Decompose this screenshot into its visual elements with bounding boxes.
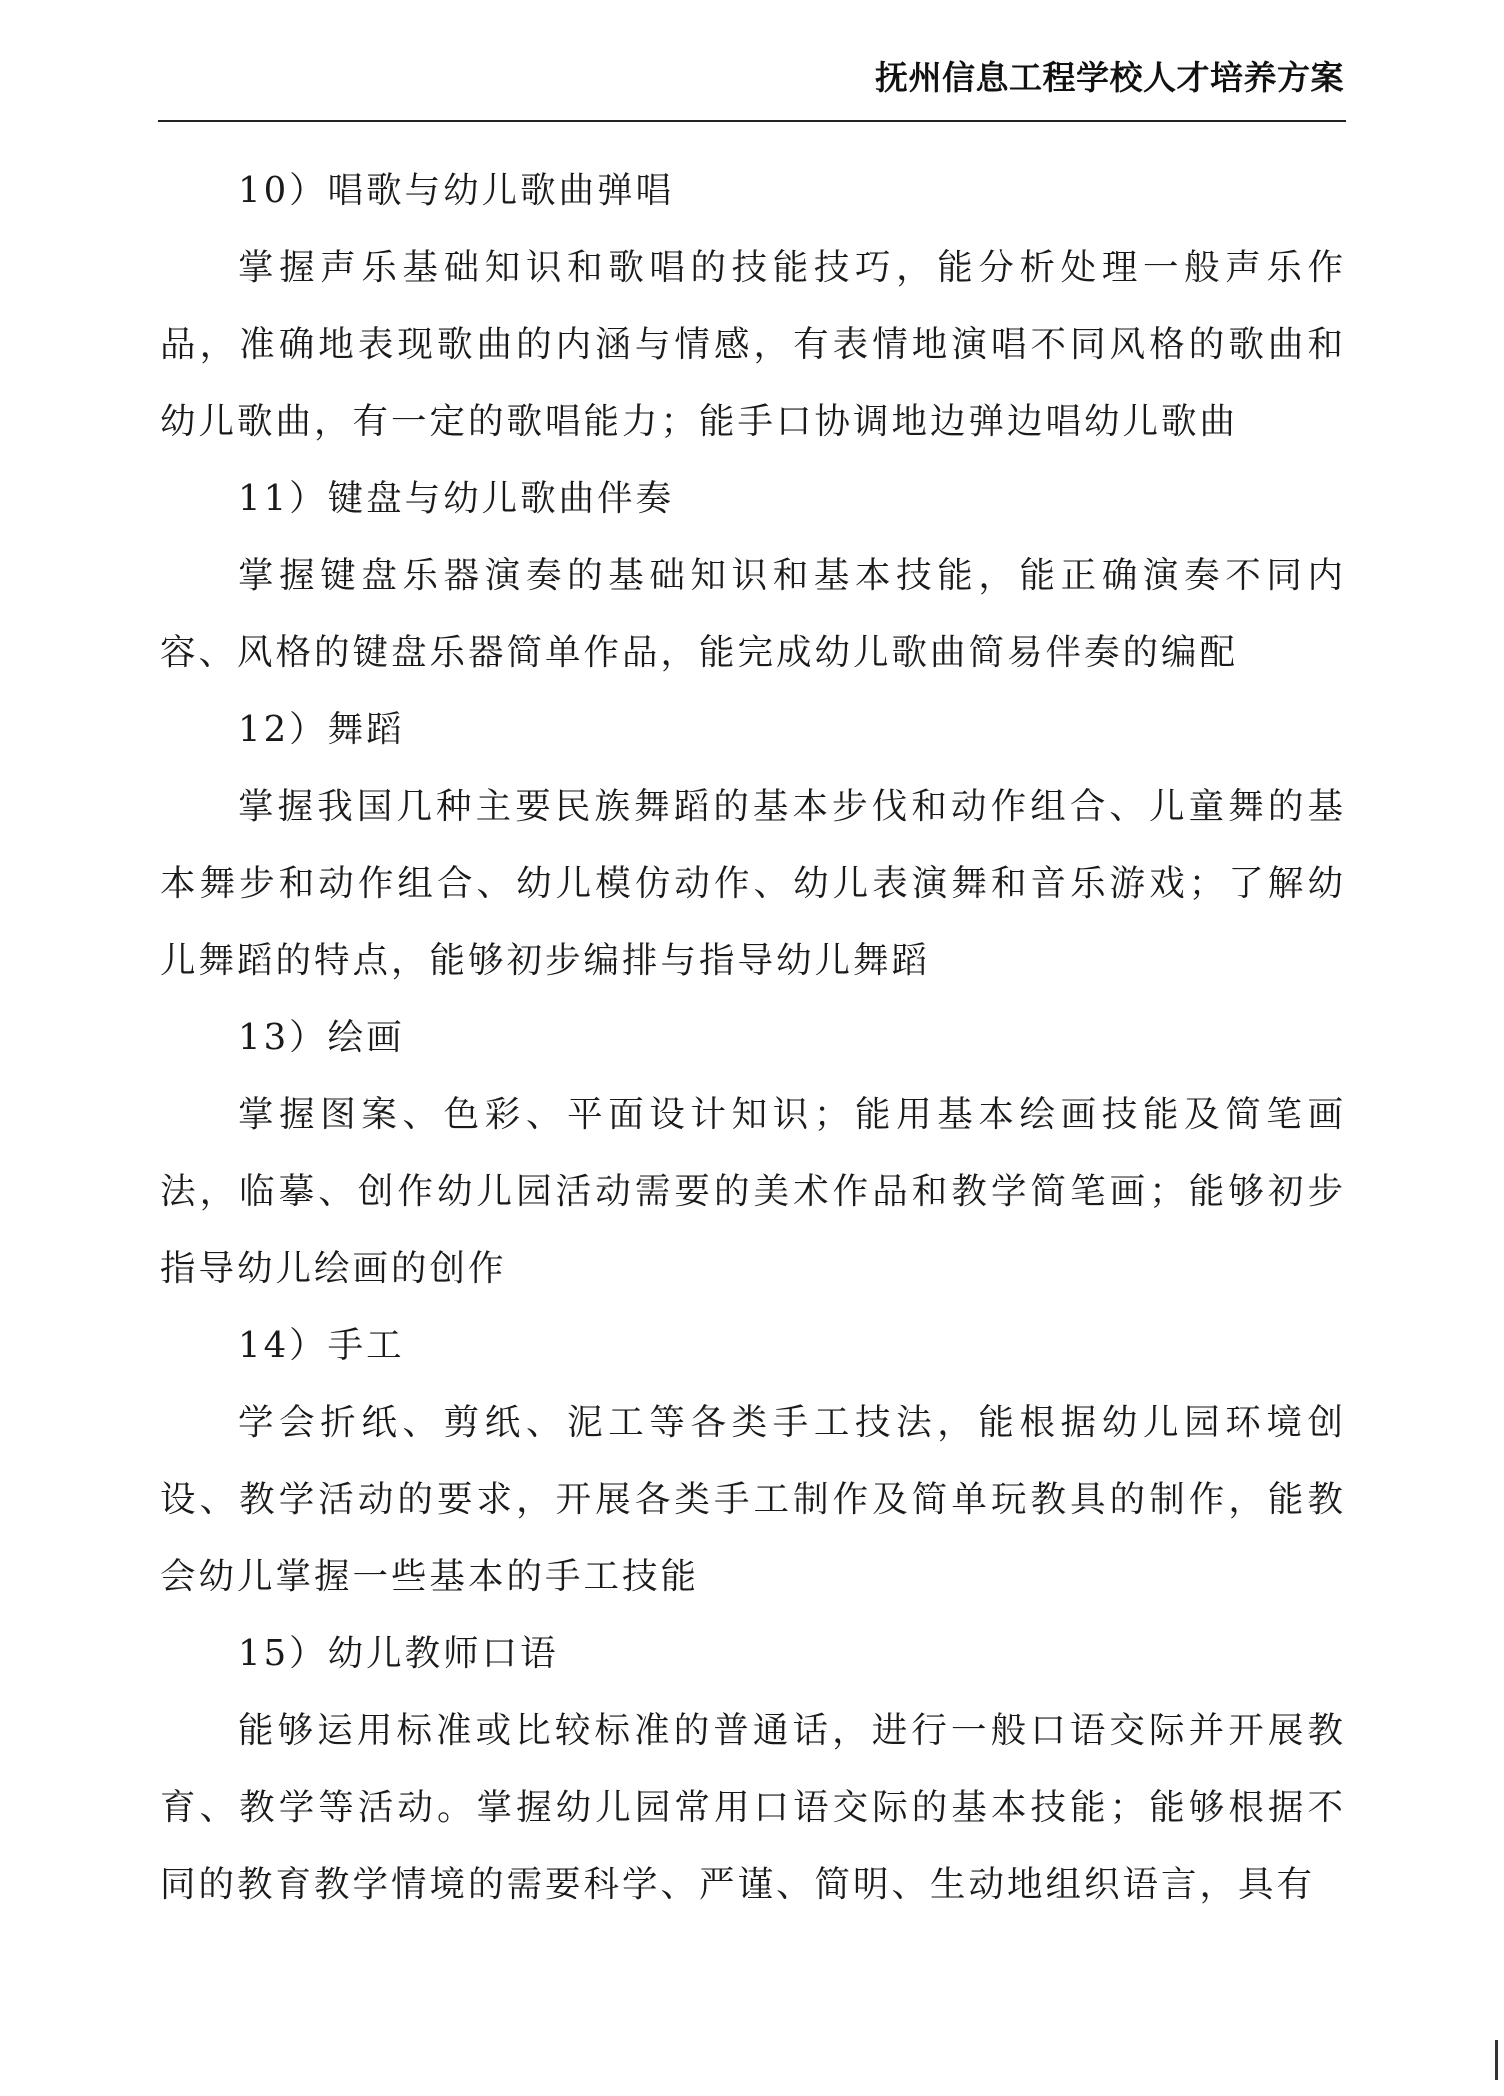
section-heading-13: 13）绘画 [238,1017,405,1058]
section-body-15: 能够运用标准或比较标准的普通话，进行一般口语交际并开展教育、教学等活动。掌握幼儿园常用口语交际的基本技能；能够根据不同的教育教学情境的需要科学、严谨、简明、生动地组织语言，具有 [160,1710,1346,1905]
section-heading-12: 12）舞蹈 [238,709,405,750]
section-heading-11: 11）键盘与幼儿歌曲伴奏 [238,478,675,519]
scan-edge-mark [1495,2040,1498,2080]
section-body-13: 掌握图案、色彩、平面设计知识；能用基本绘画技能及简笔画法，临摹、创作幼儿园活动需要的美术作品和教学简笔画；能够初步指导幼儿绘画的创作 [160,1094,1346,1289]
section-body-10: 掌握声乐基础知识和歌唱的技能技巧，能分析处理一般声乐作品，准确地表现歌曲的内涵与情感，有表情地演唱不同风格的歌曲和幼儿歌曲，有一定的歌唱能力；能手口协调地边弹边唱幼儿歌曲 [160,247,1346,442]
section-heading-10: 10）唱歌与幼儿歌曲弹唱 [238,170,675,211]
section-body-11: 掌握键盘乐器演奏的基础知识和基本技能，能正确演奏不同内容、风格的键盘乐器简单作品，能完成幼儿歌曲简易伴奏的编配 [160,555,1346,673]
section-body-14: 学会折纸、剪纸、泥工等各类手工技法，能根据幼儿园环境创设、教学活动的要求，开展各类手工制作及简单玩教具的制作，能教会幼儿掌握一些基本的手工技能 [160,1402,1346,1597]
page-header-title: 抚州信息工程学校人才培养方案 [875,58,1344,97]
section-heading-15: 15）幼儿教师口语 [238,1633,559,1674]
section-heading-14: 14）手工 [238,1325,405,1366]
section-body-12: 掌握我国几种主要民族舞蹈的基本步伐和动作组合、儿童舞的基本舞步和动作组合、幼儿模仿动作、幼儿表演舞和音乐游戏；了解幼儿舞蹈的特点，能够初步编排与指导幼儿舞蹈 [160,786,1346,981]
header-divider [158,120,1346,122]
document-body [160,152,1346,1923]
